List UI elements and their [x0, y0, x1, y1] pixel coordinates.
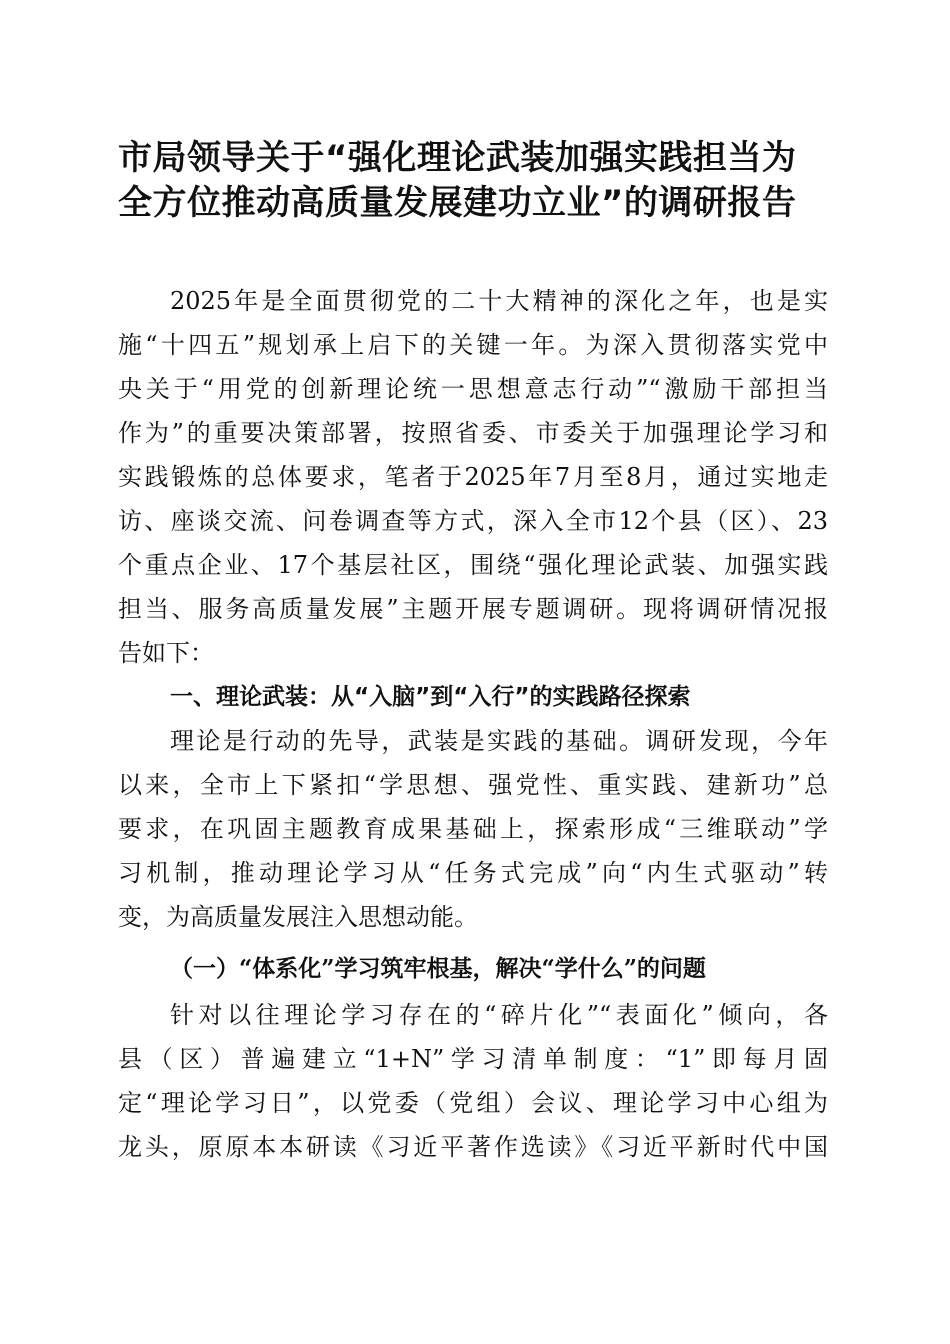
paragraph-line: 2025年是全面贯彻党的二十大精神的深化之年，也是实 — [170, 287, 828, 315]
document-title — [118, 136, 838, 226]
paragraph-line: 作为”的重要决策部署，按照省委、市委关于加强理论学习和 — [118, 419, 828, 447]
title-line-1: 市局领导关于“强化理论武装加强实践担当为 — [118, 138, 797, 178]
title-line-2: 全方位推动高质量发展建功立业”的调研报告 — [118, 183, 797, 223]
paragraph-line: 县（区）普遍建立“1+N”学习清单制度：“1”即每月固 — [118, 1045, 828, 1073]
paragraph-line: 访、座谈交流、问卷调查等方式，深入全市12个县（区）、23 — [118, 507, 828, 535]
paragraph-line: 要求，在巩固主题教育成果基础上，探索形成“三维联动”学 — [118, 815, 828, 843]
paragraph-line: 担当、服务高质量发展”主题开展专题调研。现将调研情况报 — [118, 595, 828, 623]
paragraph-line: 针对以往理论学习存在的“碎片化”“表面化”倾向，各 — [170, 1001, 828, 1029]
paragraph-line: 施“十四五”规划承上启下的关键一年。为深入贯彻落实党中 — [118, 331, 828, 359]
paragraph-line: 告如下： — [118, 639, 214, 667]
paragraph-line: 习机制，推动理论学习从“任务式完成”向“内生式驱动”转 — [118, 859, 828, 887]
paragraph-line: 央关于“用党的创新理论统一思想意志行动”“激励干部担当 — [118, 375, 828, 403]
section-heading: 一、理论武装：从“入脑”到“入行”的实践路径探索 — [170, 684, 691, 710]
paragraph-line: 以来，全市上下紧扣“学思想、强党性、重实践、建新功”总 — [118, 771, 828, 799]
paragraph-line: 龙头，原原本本研读《习近平著作选读》《习近平新时代中国 — [118, 1133, 828, 1161]
subsection-heading: （一）“体系化”学习筑牢根基，解决“学什么”的问题 — [170, 955, 706, 982]
paragraph-line: 个重点企业、17个基层社区，围绕“强化理论武装、加强实践 — [118, 551, 828, 579]
paragraph-line: 理论是行动的先导，武装是实践的基础。调研发现，今年 — [170, 727, 828, 755]
paragraph-line: 定“理论学习日”，以党委（党组）会议、理论学习中心组为 — [118, 1089, 828, 1117]
paragraph-line: 实践锻炼的总体要求，笔者于2025年7月至8月，通过实地走 — [118, 463, 828, 491]
paragraph-line: 变，为高质量发展注入思想动能。 — [118, 903, 478, 931]
